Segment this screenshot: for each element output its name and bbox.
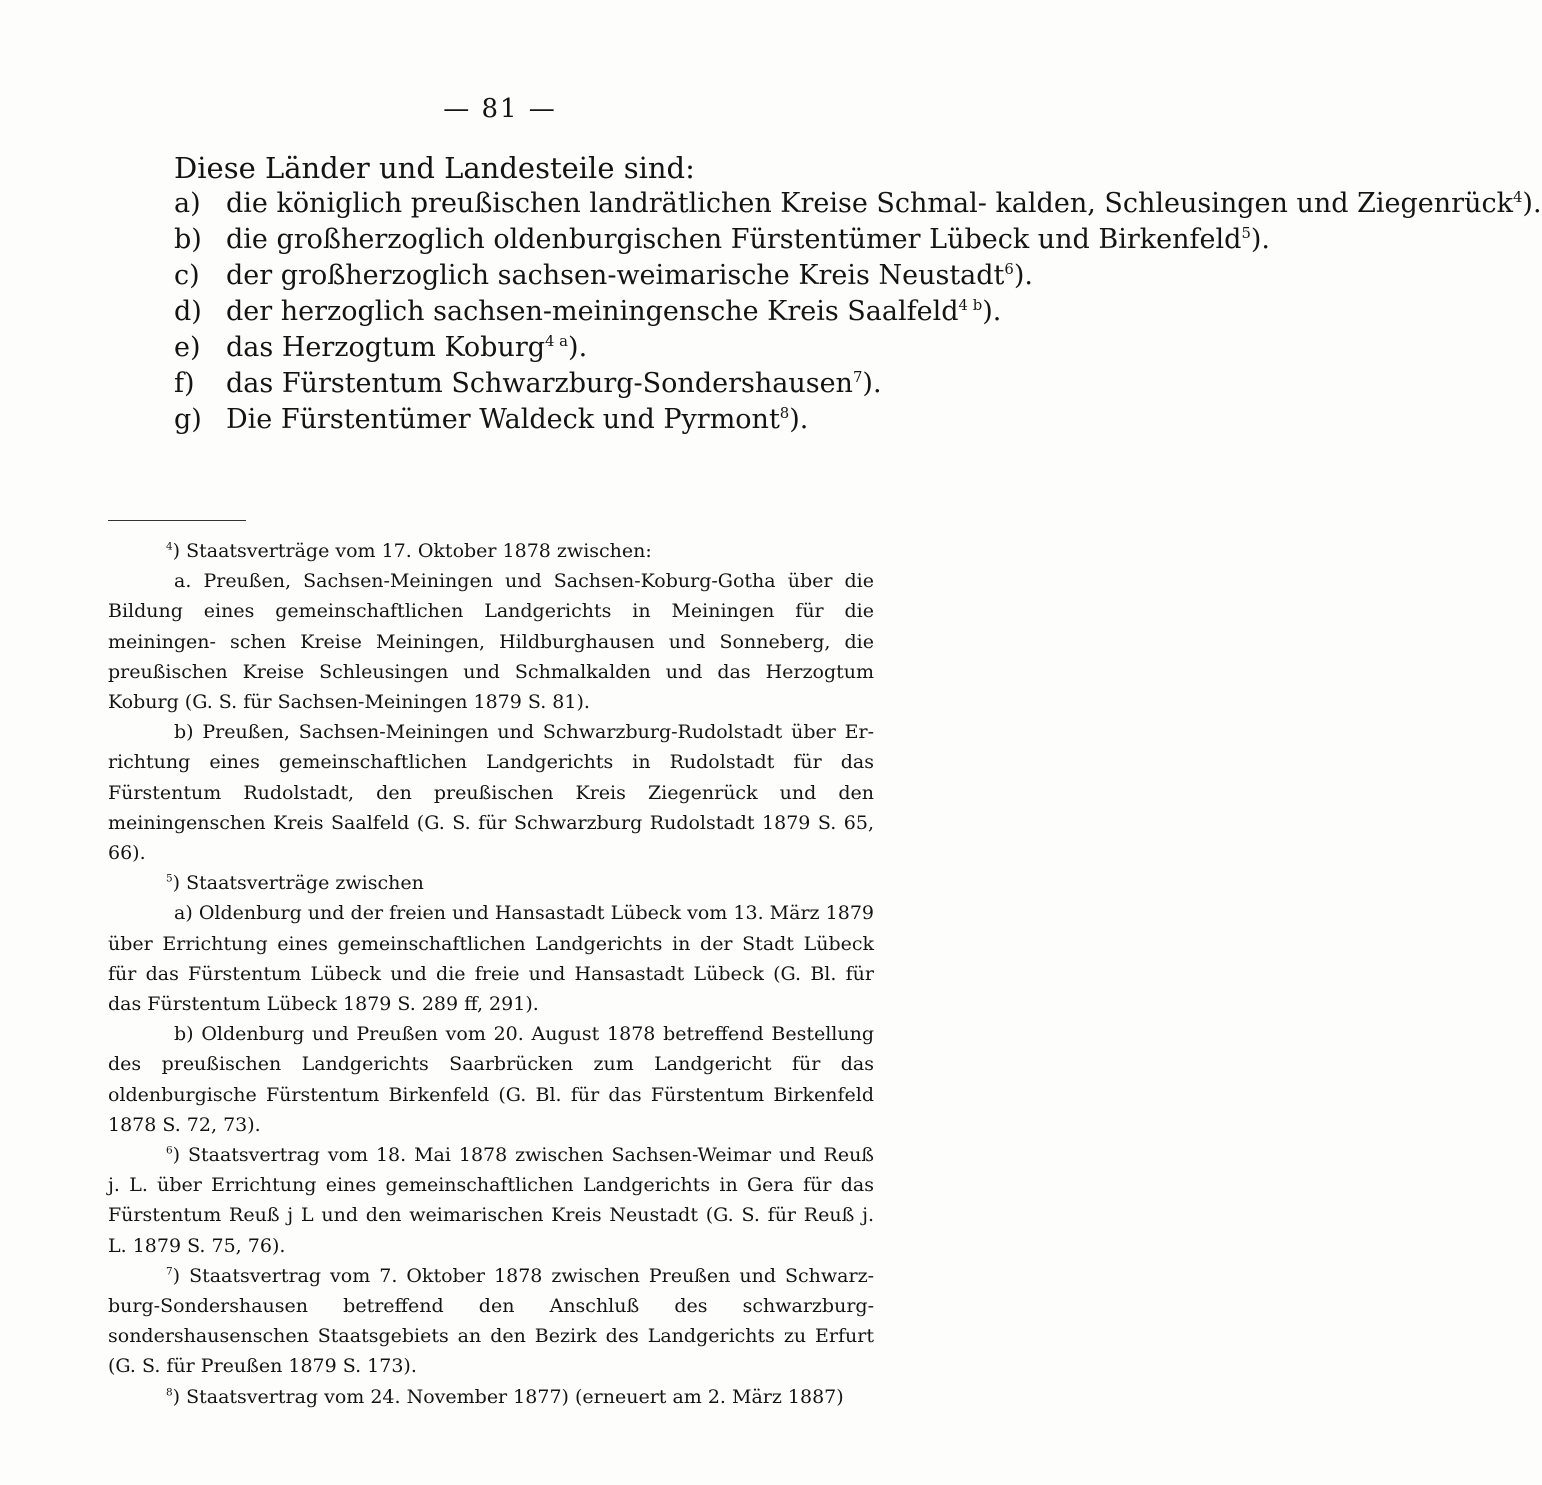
list-item-text: der herzoglich sachsen-meiningensche Kreis Saalfeld (226, 296, 959, 327)
list-item-text: Die Fürstentümer Waldeck und Pyrmont (226, 404, 780, 435)
territory-list (174, 186, 1542, 438)
list-marker: a) (174, 188, 201, 219)
list-item-tail: ). (982, 296, 1002, 327)
footnote-7: $^7$) Staatsvertrag vom 7. Oktober 1878 zwischen Preußen und Schwarz- burg-Sondershausen betreffend den Anschluß des schwarzburg-sondershausenschen Staatsgebiets an den Bezirk des Landgerichts zu Erfurt (G. S. für Preußen 1879 S. 173). (108, 1264, 874, 1378)
footnote-ref: 5 (1241, 224, 1251, 242)
footnote-ref: 7 (852, 368, 863, 386)
footnote-ref: 4 a (545, 332, 569, 350)
footnote-ref: 4 b (958, 296, 983, 314)
list-item (174, 366, 882, 402)
list-marker: g) (174, 404, 202, 435)
footnote-mark: 5 (166, 872, 173, 885)
list-marker: b) (174, 224, 202, 255)
list-marker: f) (174, 368, 195, 399)
footnote-5-intro: $^5$) Staatsverträge zwischen (166, 872, 424, 895)
footnote-ref: 8 (779, 404, 790, 422)
list-item-text: der großherzoglich sachsen-weimarische Kreis Neustadt (226, 260, 1005, 291)
main-text (174, 150, 1542, 438)
page-number: — 81 — (443, 94, 557, 124)
list-marker: d) (174, 296, 202, 327)
list-marker: e) (174, 332, 201, 363)
list-marker: c) (174, 260, 200, 291)
list-item (174, 222, 1271, 258)
list-item-text: die großherzoglich oldenburgischen Fürstentümer Lübeck und Birkenfeld (226, 224, 1242, 255)
list-item (174, 186, 1542, 222)
footnote-ref: 6 (1004, 260, 1014, 278)
list-item (174, 402, 874, 438)
list-item (174, 258, 1033, 294)
footnote-4b: b) Preußen, Sachsen-Meiningen und Schwarzburg-Rudolstadt über Er- richtung eines gemeinschaftlichen Landgerichts in Rudolstadt für das Fürstentum Rudolstadt, den preußischen Kreis Ziegenrück und den meiningenschen Kreis Saalfeld (G. S. für Schwarzburg Rudolstadt 1879 S. 65, 66). (108, 721, 874, 865)
footnote-mark: 6 (166, 1144, 173, 1157)
list-item-text: das Herzogtum Koburg (226, 332, 546, 363)
footnote-mark: 4 (166, 540, 173, 553)
list-item-tail: ). (568, 332, 588, 363)
footnote-6: $^6$) Staatsvertrag vom 18. Mai 1878 zwischen Sachsen-Weimar und Reuß j. L. über Errichtung eines gemeinschaftlichen Landgerichts in Gera für das Fürstentum Reuß j L und den weimarischen Kreis Neustadt (G. S. für Reuß j. L. 1879 S. 75, 76). (108, 1144, 874, 1257)
list-item (174, 294, 1002, 330)
footnote-divider (108, 520, 246, 521)
footnote-5b: b) Oldenburg und Preußen vom 20. August 1878 betreffend Bestellung des preußischen Landgerichts Saarbrücken zum Landgericht für das oldenburgische Fürstentum Birkenfeld (G. Bl. für das Fürstentum Birkenfeld 1878 S. 72, 73). (108, 1023, 874, 1136)
footnote-ref: 4 (1512, 188, 1523, 206)
list-heading: Diese Länder und Landesteile sind: (174, 151, 695, 185)
footnote-mark: 8 (166, 1386, 173, 1399)
footnote-mark: 7 (166, 1265, 173, 1278)
list-item-text: die königlich preußischen landrätlichen Kreise Schmal- kalden, Schleusingen und Ziegenrück (226, 188, 1513, 219)
list-item-tail: ). (1522, 188, 1542, 219)
footnote-4a: a. Preußen, Sachsen-Meiningen und Sachsen-Koburg-Gotha über die Bildung eines gemeinschaftlichen Landgerichts in Meiningen für die meiningen- schen Kreise Meiningen, Hildburghausen und Sonneberg, die preußischen Kreise Schleusingen und Schmalkalden und das Herzogtum Koburg (G. S. für Sachsen-Meiningen 1879 S. 81). (108, 570, 874, 714)
footnote-4-intro: $^4$) Staatsverträge vom 17. Oktober 1878 zwischen: (166, 540, 652, 562)
list-item-tail: ). (862, 368, 882, 399)
list-item (174, 330, 874, 366)
list-item-tail: ). (1013, 260, 1033, 291)
footnote-8: $^8$) Staatsvertrag vom 24. November 1877) (erneuert am 2. März 1887) (166, 1385, 844, 1408)
list-item-tail: ). (789, 404, 809, 435)
footnote-5a: a) Oldenburg und der freien und Hansastadt Lübeck vom 13. März 1879 über Errichtung eines gemeinschaftlichen Landgerichts in der Stadt Lübeck für das Fürstentum Lübeck und die freie und Hansastadt Lübeck (G. Bl. für das Fürstentum Lübeck 1879 S. 289 ff, 291). (108, 902, 874, 1016)
list-item-tail: ). (1250, 224, 1271, 255)
list-item-text: das Fürstentum Schwarzburg-Sondershausen (226, 368, 853, 399)
footnotes (108, 536, 874, 1412)
